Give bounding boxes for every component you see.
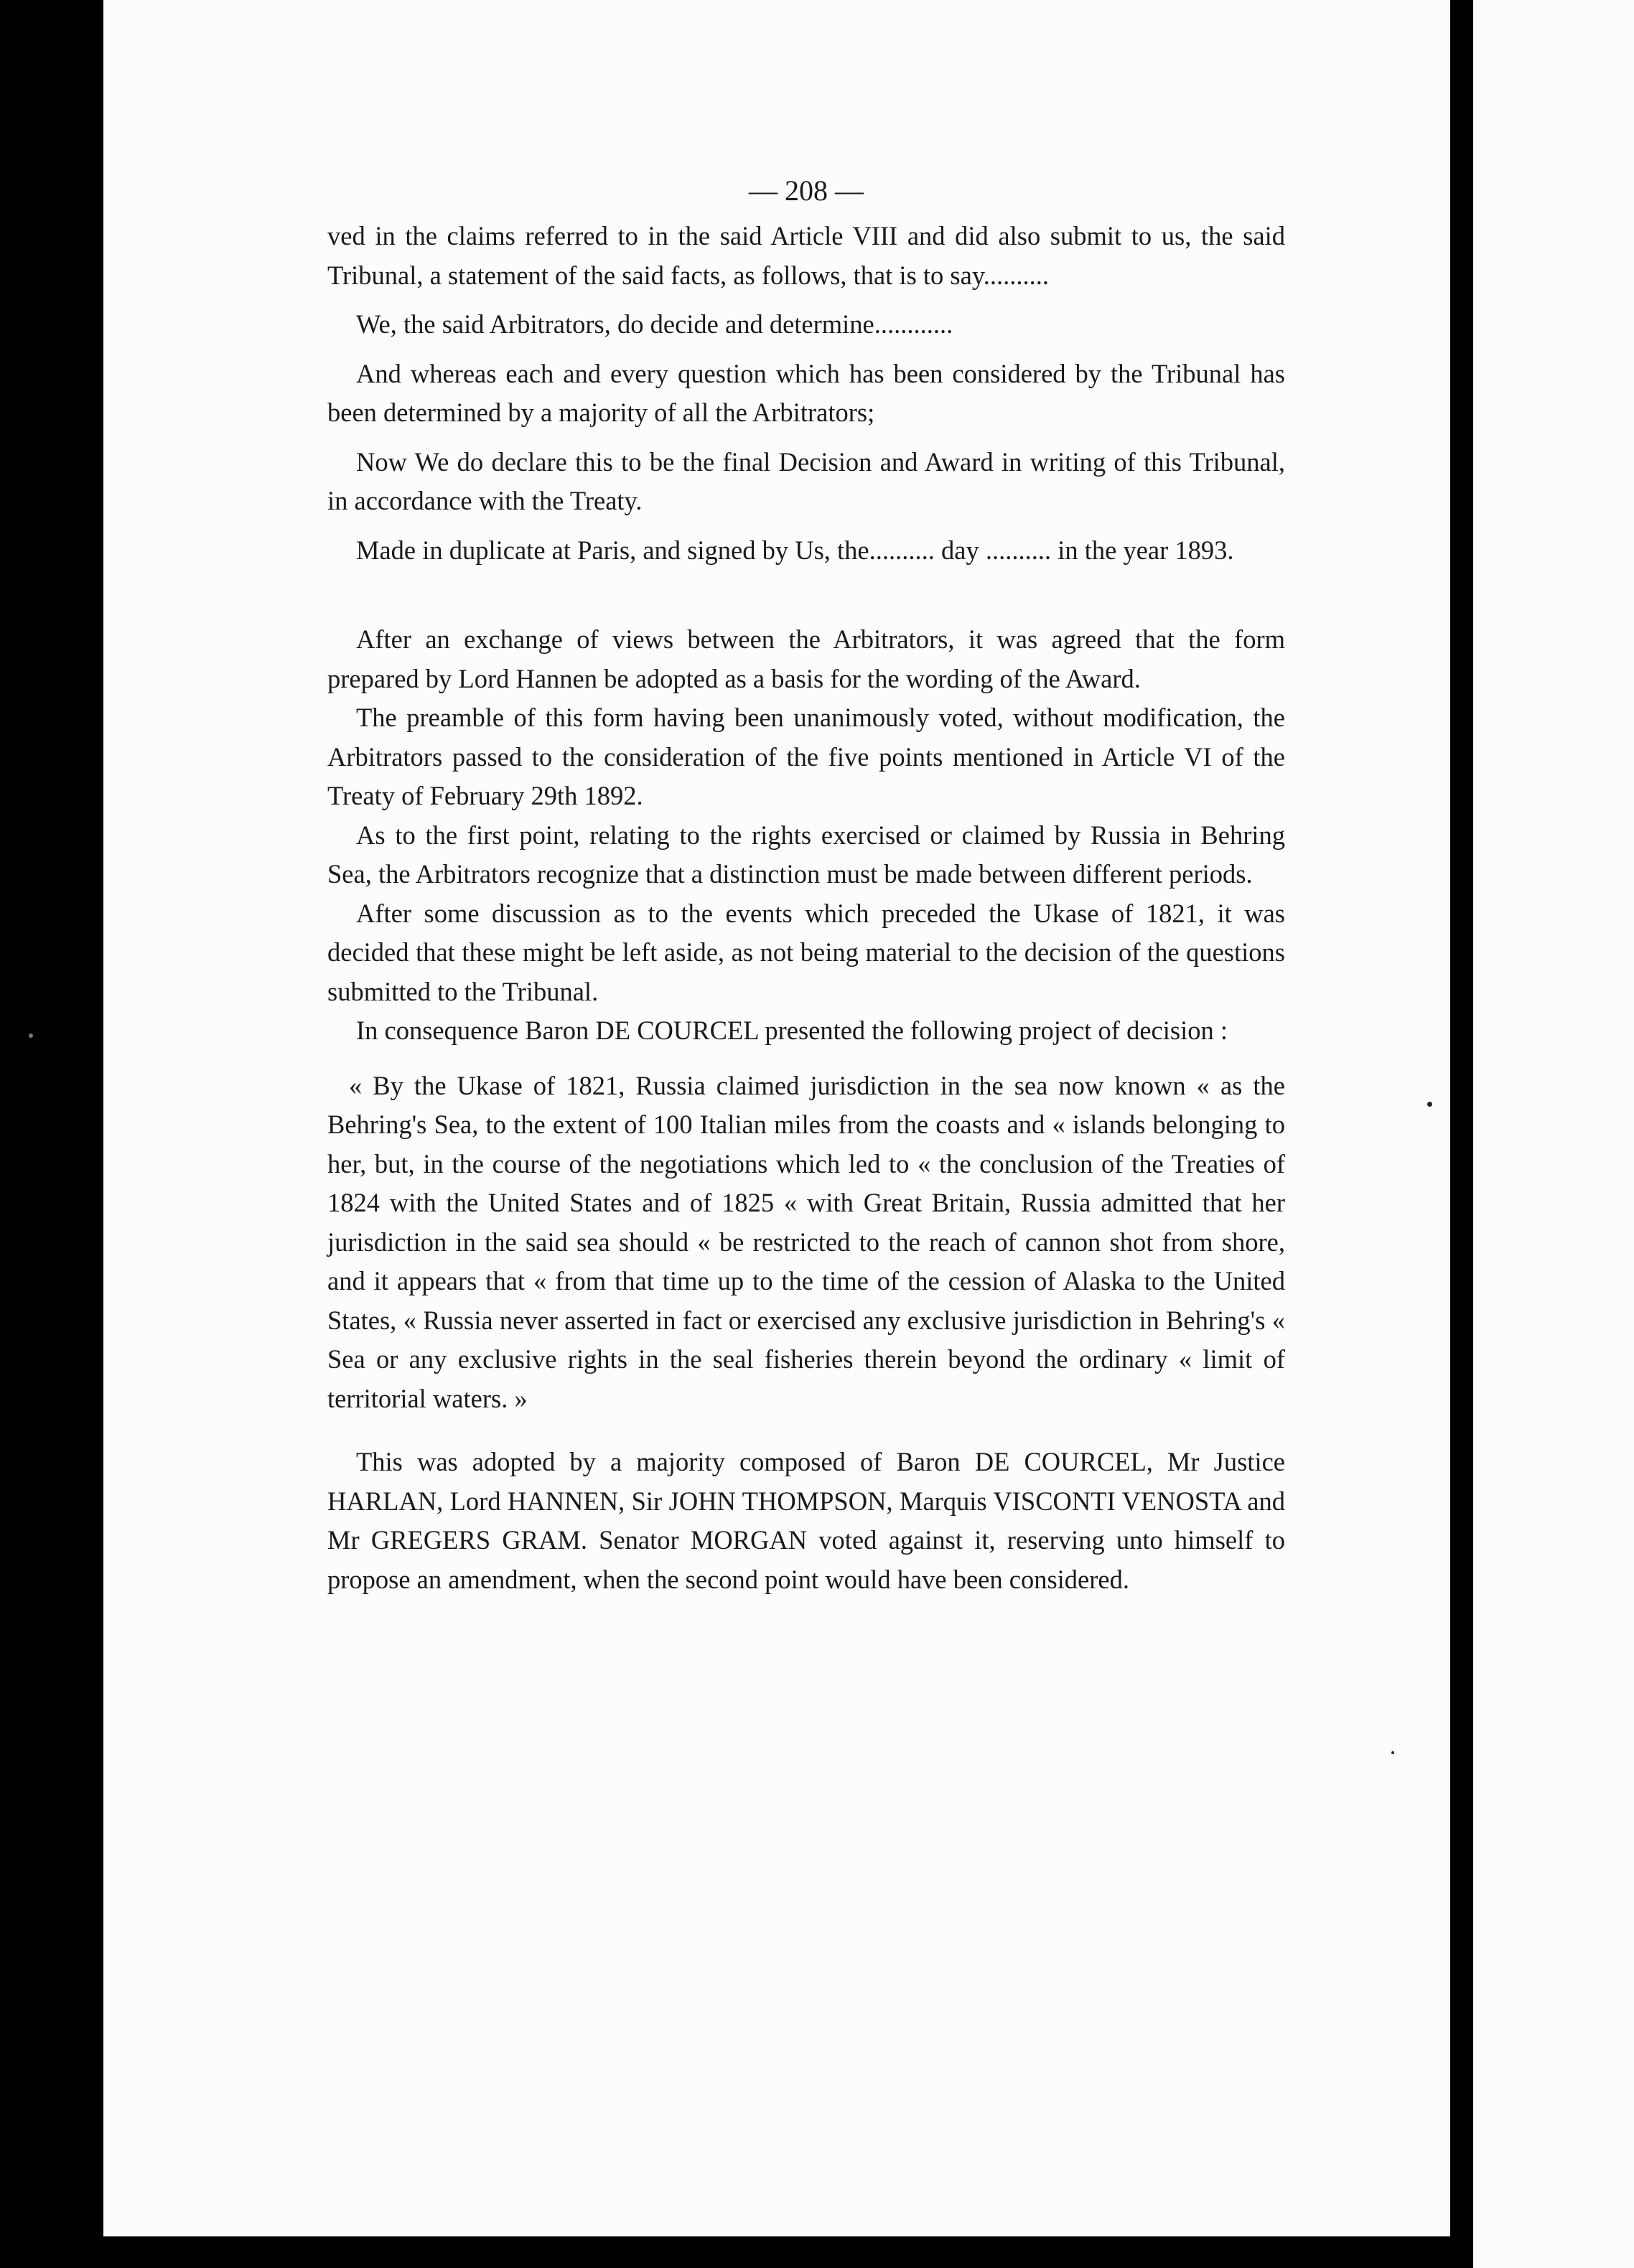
- paragraph-preamble: The preamble of this form having been unanimously voted, without modification, the Arbitrators passed to the consideration of the five points mentioned in Article VI of the Treaty of February 29th 1892.: [327, 703, 1285, 810]
- page-number: — 208 —: [749, 174, 864, 207]
- paragraph-made-in-duplicate: Made in duplicate at Paris, and signed by Us, the.......... day .......... in the year 1893.: [356, 535, 1234, 565]
- page-text: [327, 169, 1285, 1599]
- paragraph-first-point: As to the first point, relating to the rights exercised or claimed by Russia in Behring Sea, the Arbitrators recognize that a distinction must be made between different periods.: [327, 820, 1285, 889]
- facing-page-edge: [1473, 0, 1634, 2268]
- scan-speck: [1391, 1751, 1394, 1754]
- quoted-decision: « By the Ukase of 1821, Russia claimed jurisdiction in the sea now known « as the Behring's Sea, to the extent of 100 Italian miles from the coasts and « islands belonging to her, but, in the course of the negotiations which led to « the conclusion of the Treaties of 1824 with the United States and of 1825 « with Great Britain, Russia admitted that her jurisdiction in the said sea should « be restricted to the reach of cannon shot from shore, and it appears that « from that time up to the time of the cession of Alaska to the United States, « Russia never asserted in fact or exercised any exclusive jurisdiction in Behring's « Sea or any exclusive rights in the seal fisheries therein beyond the ordinary « limit of territorial waters. »: [327, 1070, 1285, 1413]
- scan-speck: [1427, 1102, 1432, 1107]
- paragraph-declare: Now We do declare this to be the final Decision and Award in writing of this Tribunal, in accordance with the Treaty.: [327, 446, 1285, 515]
- paragraph-ukase: After some discussion as to the events which preceded the Ukase of 1821, it was decided that these might be left aside, as not being material to the decision of the questions submitted to the Tribunal.: [327, 898, 1285, 1006]
- page-gutter: [1450, 0, 1473, 2268]
- paragraph-vote: This was adopted by a majority composed of Baron DE COURCEL, Mr Justice HARLAN, Lord HANNEN, Sir JOHN THOMPSON, Marquis VISCONTI VENOSTA and Mr GREGERS GRAM. Senator MORGAN voted against it, reserving unto himself to propose an amendment, when the second point would have been considered.: [327, 1447, 1285, 1594]
- paragraph-whereas: And whereas each and every question which has been considered by the Tribunal has been determined by a majority of all the Arbitrators;: [327, 358, 1285, 427]
- paragraph-continued: ved in the claims referred to in the said Article VIII and did also submit to us, the said Tribunal, a statement of the said facts, as follows, that is to say..........: [327, 221, 1285, 290]
- paragraph-project-of-decision: In consequence Baron DE COURCEL presented the following project of decision :: [356, 1016, 1228, 1045]
- scan-speck: [29, 1034, 33, 1038]
- paragraph-exchange-of-views: After an exchange of views between the Arbitrators, it was agreed that the form prepared by Lord Hannen be adopted as a basis for the wording of the Award.: [327, 624, 1285, 693]
- paragraph-decide: We, the said Arbitrators, do decide and determine............: [356, 309, 953, 339]
